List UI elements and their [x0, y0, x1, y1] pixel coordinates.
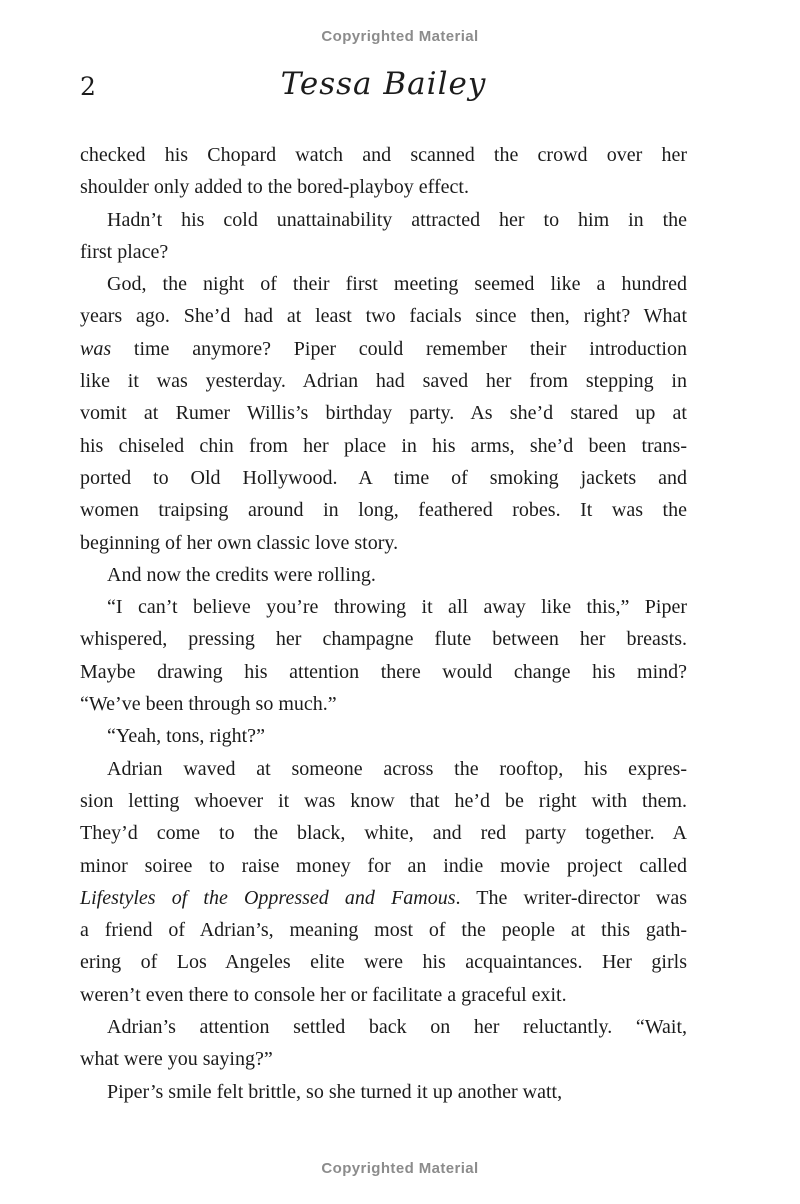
text-line	[80, 171, 687, 203]
text-line	[80, 300, 687, 332]
text-segment: . The writer-director was	[455, 886, 687, 909]
text-segment: Adrian waved at someone across the rooftop, his expres-	[107, 757, 687, 780]
text-segment: years ago. She’d had at least two facials since then, right? What	[80, 305, 687, 328]
text-segment: weren’t even there to console her or facilitate a graceful exit.	[80, 983, 567, 1006]
text-segment: whispered, pressing her champagne flute between her breasts.	[80, 628, 687, 651]
text-segment: Maybe drawing his attention there would change his mind?	[80, 660, 687, 683]
text-line	[80, 365, 687, 397]
text-line	[80, 850, 687, 882]
text-line	[80, 623, 687, 655]
text-line	[80, 527, 687, 559]
text-segment: “I can’t believe you’re throwing it all away like this,” Piper	[107, 596, 687, 619]
text-segment: time anymore? Piper could remember their introduction	[111, 337, 687, 360]
text-segment: beginning of her own classic love story.	[80, 531, 399, 554]
text-line	[80, 720, 687, 752]
text-line	[80, 139, 687, 171]
text-line	[80, 785, 687, 817]
text-line	[80, 1043, 687, 1075]
text-segment: “Yeah, tons, right?”	[107, 725, 265, 748]
text-segment: ported to Old Hollywood. A time of smoking jackets and	[80, 466, 687, 489]
text-line	[80, 946, 687, 978]
text-segment: sion letting whoever it was know that he’d be right with them.	[80, 789, 687, 812]
text-line	[80, 1076, 687, 1108]
text-segment: minor soiree to raise money for an indie movie project called	[80, 854, 687, 877]
body-text	[80, 139, 687, 1108]
text-line	[80, 430, 687, 462]
text-line	[80, 817, 687, 849]
text-line	[80, 1011, 687, 1043]
text-segment: Piper’s smile felt brittle, so she turned it up another watt,	[107, 1080, 563, 1103]
text-line	[80, 462, 687, 494]
copyright-notice-top: Copyrighted Material	[321, 28, 479, 45]
text-segment: checked his Chopard watch and scanned the crowd over her	[80, 144, 687, 166]
italic-text-segment: Lifestyles of the Oppressed and Famous	[80, 886, 456, 909]
text-segment: ering of Los Angeles elite were his acquaintances. Her girls	[80, 951, 687, 974]
text-line	[80, 753, 687, 785]
text-segment: vomit at Rumer Willis’s birthday party. As she’d stared up at	[80, 402, 687, 425]
running-header-author: Tessa Bailey	[280, 66, 487, 102]
text-segment: a friend of Adrian’s, meaning most of the people at this gath-	[80, 919, 687, 942]
text-segment: “We’ve been through so much.”	[80, 693, 337, 716]
text-line	[80, 914, 687, 946]
text-segment: first place?	[80, 240, 169, 263]
text-segment: Adrian’s attention settled back on her reluctantly. “Wait,	[107, 1016, 687, 1039]
text-segment: They’d come to the black, white, and red party together. A	[80, 822, 687, 845]
text-line	[80, 236, 687, 268]
text-segment: women traipsing around in long, feathered robes. It was the	[80, 499, 687, 522]
text-line	[80, 979, 687, 1011]
text-line	[80, 688, 687, 720]
text-segment: shoulder only added to the bored-playboy effect.	[80, 176, 469, 199]
text-line	[80, 268, 687, 300]
text-line	[80, 559, 687, 591]
text-segment: God, the night of their first meeting seemed like a hundred	[107, 273, 687, 296]
text-line	[80, 397, 687, 429]
text-segment: his chiseled chin from her place in his arms, she’d been trans-	[80, 434, 687, 457]
text-line	[80, 494, 687, 526]
text-line	[80, 204, 687, 236]
page-number: 2	[80, 72, 96, 101]
text-segment: what were you saying?”	[80, 1048, 273, 1071]
text-line	[80, 333, 687, 365]
text-segment: And now the credits were rolling.	[107, 563, 376, 586]
text-segment: Hadn’t his cold unattainability attracted her to him in the	[107, 208, 687, 231]
text-line	[80, 656, 687, 688]
copyright-notice-bottom: Copyrighted Material	[321, 1160, 479, 1177]
text-segment: like it was yesterday. Adrian had saved her from stepping in	[80, 370, 687, 393]
italic-text-segment: was	[80, 337, 112, 360]
text-line	[80, 882, 687, 914]
text-line	[80, 591, 687, 623]
